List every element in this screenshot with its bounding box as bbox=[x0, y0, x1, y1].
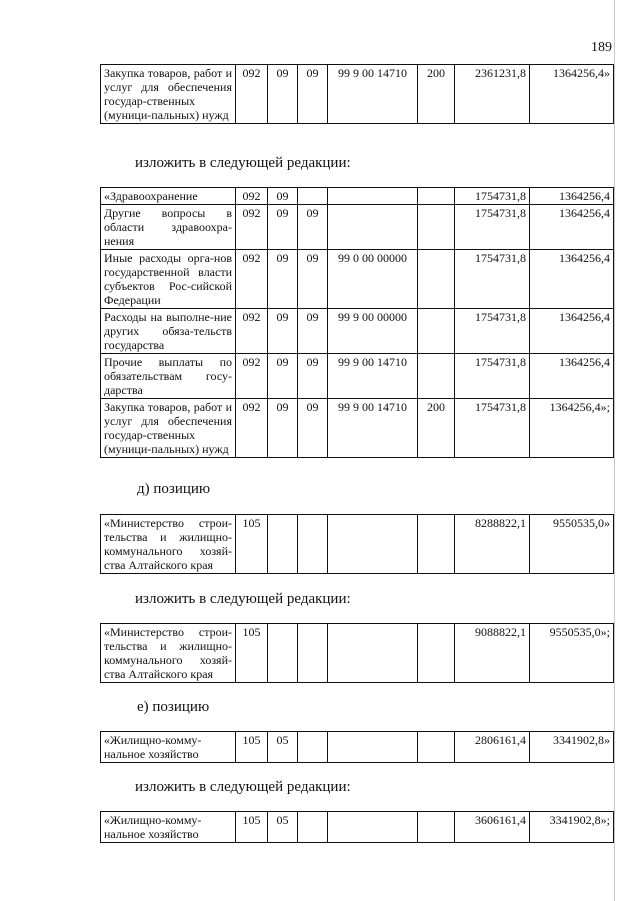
table-row bbox=[101, 399, 614, 458]
section-code-cell: 09 bbox=[268, 250, 298, 309]
section-code-cell bbox=[268, 515, 298, 574]
target-item-code-cell bbox=[328, 732, 418, 763]
administrator-code-cell: 092 bbox=[236, 250, 268, 309]
section-code-cell: 05 bbox=[268, 732, 298, 763]
target-item-code-cell: 99 9 00 14710 bbox=[328, 354, 418, 399]
expense-type-code-cell: 200 bbox=[418, 399, 455, 458]
subsection-code-cell: 09 bbox=[298, 309, 328, 354]
table-row bbox=[101, 188, 614, 205]
amount-year-1-cell: 1754731,8 bbox=[455, 354, 530, 399]
position-heading-d: д) позицию bbox=[137, 481, 211, 497]
subsection-code-cell: 09 bbox=[298, 205, 328, 250]
expense-type-code-cell: 200 bbox=[418, 65, 455, 124]
expense-type-code-cell bbox=[418, 354, 455, 399]
position-name-cell: «Министерство строи-тельства и жилищно-коммунального хозяй-ства Алтайского края bbox=[101, 515, 236, 574]
section-code-cell: 05 bbox=[268, 812, 298, 843]
position-name-cell: «Здравоохранение bbox=[101, 188, 236, 205]
subsection-code-cell: 09 bbox=[298, 65, 328, 124]
target-item-code-cell: 99 9 00 00000 bbox=[328, 309, 418, 354]
section-code-cell bbox=[268, 624, 298, 683]
administrator-code-cell: 092 bbox=[236, 188, 268, 205]
amount-year-1-cell: 2361231,8 bbox=[455, 65, 530, 124]
amount-year-2-cell: 1364256,4 bbox=[530, 354, 614, 399]
section-code-cell: 09 bbox=[268, 188, 298, 205]
position-name-cell: Закупка товаров, работ и услуг для обеспечения государ-ственных (муници-пальных) нужд bbox=[101, 399, 236, 458]
table-row bbox=[101, 812, 614, 843]
expense-type-code-cell bbox=[418, 732, 455, 763]
amount-year-1-cell: 3606161,4 bbox=[455, 812, 530, 843]
target-item-code-cell bbox=[328, 624, 418, 683]
amount-year-2-cell: 1364256,4 bbox=[530, 250, 614, 309]
amount-year-1-cell: 1754731,8 bbox=[455, 309, 530, 354]
budget-table-3 bbox=[100, 514, 614, 574]
administrator-code-cell: 092 bbox=[236, 399, 268, 458]
table-row bbox=[101, 205, 614, 250]
subsection-code-cell bbox=[298, 515, 328, 574]
position-name-cell: Прочие выплаты по обязательствам госу-дарства bbox=[101, 354, 236, 399]
budget-table-6 bbox=[100, 811, 614, 843]
amendment-instruction: изложить в следующей редакции: bbox=[135, 591, 351, 607]
page-number: 189 bbox=[591, 40, 612, 55]
table-row bbox=[101, 309, 614, 354]
expense-type-code-cell bbox=[418, 515, 455, 574]
administrator-code-cell: 105 bbox=[236, 515, 268, 574]
table-row bbox=[101, 515, 614, 574]
table-row bbox=[101, 250, 614, 309]
position-name-cell: «Жилищно-комму-нальное хозяйство bbox=[101, 812, 236, 843]
subsection-code-cell bbox=[298, 732, 328, 763]
section-code-cell: 09 bbox=[268, 205, 298, 250]
position-name-cell: Другие вопросы в области здравоохра-нения bbox=[101, 205, 236, 250]
administrator-code-cell: 092 bbox=[236, 309, 268, 354]
subsection-code-cell bbox=[298, 188, 328, 205]
administrator-code-cell: 105 bbox=[236, 732, 268, 763]
position-name-cell: Расходы на выполне-ние других обяза-тельств государства bbox=[101, 309, 236, 354]
section-code-cell: 09 bbox=[268, 354, 298, 399]
budget-table-2 bbox=[100, 187, 614, 458]
section-code-cell: 09 bbox=[268, 309, 298, 354]
target-item-code-cell: 99 9 00 14710 bbox=[328, 399, 418, 458]
budget-table-4 bbox=[100, 623, 614, 683]
target-item-code-cell: 99 9 00 14710 bbox=[328, 65, 418, 124]
table-row bbox=[101, 732, 614, 763]
position-name-cell: Иные расходы орга-нов государственной власти субъектов Рос-сийской Федерации bbox=[101, 250, 236, 309]
amendment-instruction: изложить в следующей редакции: bbox=[135, 779, 351, 795]
expense-type-code-cell bbox=[418, 188, 455, 205]
page-edge-line bbox=[614, 0, 615, 901]
amount-year-2-cell: 1364256,4»; bbox=[530, 399, 614, 458]
subsection-code-cell bbox=[298, 812, 328, 843]
administrator-code-cell: 092 bbox=[236, 354, 268, 399]
administrator-code-cell: 105 bbox=[236, 624, 268, 683]
subsection-code-cell: 09 bbox=[298, 354, 328, 399]
expense-type-code-cell bbox=[418, 309, 455, 354]
section-code-cell: 09 bbox=[268, 399, 298, 458]
expense-type-code-cell bbox=[418, 250, 455, 309]
expense-type-code-cell bbox=[418, 205, 455, 250]
amount-year-1-cell: 1754731,8 bbox=[455, 399, 530, 458]
amount-year-2-cell: 3341902,8»; bbox=[530, 812, 614, 843]
position-name-cell: «Министерство строи-тельства и жилищно-коммунального хозяй-ства Алтайского края bbox=[101, 624, 236, 683]
section-code-cell: 09 bbox=[268, 65, 298, 124]
amount-year-1-cell: 1754731,8 bbox=[455, 205, 530, 250]
subsection-code-cell bbox=[298, 624, 328, 683]
expense-type-code-cell bbox=[418, 812, 455, 843]
administrator-code-cell: 092 bbox=[236, 65, 268, 124]
amount-year-2-cell: 1364256,4 bbox=[530, 309, 614, 354]
position-heading-e: е) позицию bbox=[137, 699, 210, 715]
position-name-cell: «Жилищно-комму-нальное хозяйство bbox=[101, 732, 236, 763]
amount-year-1-cell: 1754731,8 bbox=[455, 250, 530, 309]
target-item-code-cell bbox=[328, 812, 418, 843]
amendment-instruction: изложить в следующей редакции: bbox=[135, 155, 351, 171]
amount-year-1-cell: 8288822,1 bbox=[455, 515, 530, 574]
administrator-code-cell: 092 bbox=[236, 205, 268, 250]
position-name-cell: Закупка товаров, работ и услуг для обеспечения государ-ственных (муници-пальных) нужд bbox=[101, 65, 236, 124]
amount-year-2-cell: 1364256,4 bbox=[530, 188, 614, 205]
amount-year-2-cell: 1364256,4 bbox=[530, 205, 614, 250]
budget-table-1 bbox=[100, 64, 614, 124]
target-item-code-cell: 99 0 00 00000 bbox=[328, 250, 418, 309]
amount-year-1-cell: 1754731,8 bbox=[455, 188, 530, 205]
amount-year-2-cell: 9550535,0»; bbox=[530, 624, 614, 683]
target-item-code-cell bbox=[328, 515, 418, 574]
table-row bbox=[101, 624, 614, 683]
target-item-code-cell bbox=[328, 205, 418, 250]
table-row bbox=[101, 354, 614, 399]
amount-year-2-cell: 3341902,8» bbox=[530, 732, 614, 763]
amount-year-2-cell: 1364256,4» bbox=[530, 65, 614, 124]
table-row bbox=[101, 65, 614, 124]
administrator-code-cell: 105 bbox=[236, 812, 268, 843]
amount-year-2-cell: 9550535,0» bbox=[530, 515, 614, 574]
budget-table-5 bbox=[100, 731, 614, 763]
expense-type-code-cell bbox=[418, 624, 455, 683]
amount-year-1-cell: 9088822,1 bbox=[455, 624, 530, 683]
target-item-code-cell bbox=[328, 188, 418, 205]
amount-year-1-cell: 2806161,4 bbox=[455, 732, 530, 763]
subsection-code-cell: 09 bbox=[298, 250, 328, 309]
subsection-code-cell: 09 bbox=[298, 399, 328, 458]
